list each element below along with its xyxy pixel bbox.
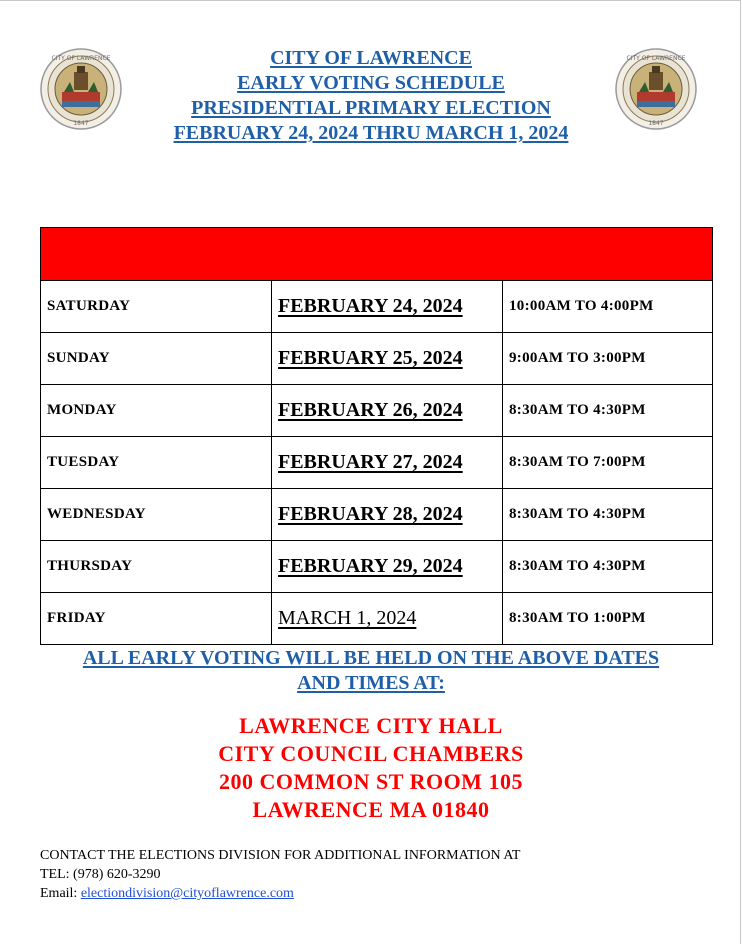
document-header (0, 46, 742, 146)
day-cell: SUNDAY (41, 333, 272, 385)
date-cell: MARCH 1, 2024 (272, 593, 503, 645)
time-cell: 8:30AM TO 4:30PM (503, 541, 713, 593)
table-header-band (41, 228, 713, 281)
contact-info (40, 846, 520, 903)
seal-top-text: CITY OF LAWRENCE (626, 55, 686, 62)
location-room-name: CITY COUNCIL CHAMBERS (218, 741, 524, 766)
header-election: PRESIDENTIAL PRIMARY ELECTION (191, 97, 551, 119)
day-cell: FRIDAY (41, 593, 272, 645)
time-cell: 9:00AM TO 3:00PM (503, 333, 713, 385)
day-cell: TUESDAY (41, 437, 272, 489)
contact-email-row (40, 884, 520, 903)
email-label: Email: (40, 886, 81, 901)
email-link[interactable]: electiondivision@cityoflawrence.com (80, 886, 294, 901)
header-dates: FEBRUARY 24, 2024 THRU MARCH 1, 2024 (173, 122, 569, 144)
table-row (41, 385, 713, 437)
contact-phone: TEL: (978) 620-3290 (40, 867, 161, 882)
location-street: 200 COMMON ST ROOM 105 (219, 769, 523, 794)
table-row (41, 489, 713, 541)
seal-top-text: CITY OF LAWRENCE (51, 55, 111, 62)
location-building: LAWRENCE CITY HALL (239, 713, 503, 738)
day-cell: SATURDAY (41, 281, 272, 333)
held-notice (0, 646, 742, 696)
schedule-table (40, 227, 713, 645)
header-schedule: EARLY VOTING SCHEDULE (237, 72, 505, 94)
header-city: CITY OF LAWRENCE (270, 47, 472, 69)
day-cell: WEDNESDAY (41, 489, 272, 541)
time-cell: 10:00AM TO 4:00PM (503, 281, 713, 333)
time-cell: 8:30AM TO 4:30PM (503, 489, 713, 541)
time-cell: 8:30AM TO 7:00PM (503, 437, 713, 489)
table-row (41, 333, 713, 385)
table-row (41, 437, 713, 489)
held-notice-line2: AND TIMES AT: (297, 672, 445, 694)
contact-intro: CONTACT THE ELECTIONS DIVISION FOR ADDITIONAL INFORMATION AT (40, 848, 521, 863)
held-notice-line1: ALL EARLY VOTING WILL BE HELD ON THE ABOVE DATES (82, 647, 660, 669)
date-cell: FEBRUARY 24, 2024 (272, 281, 503, 333)
table-row (41, 593, 713, 645)
date-cell: FEBRUARY 26, 2024 (272, 385, 503, 437)
date-cell: FEBRUARY 28, 2024 (272, 489, 503, 541)
seal-bottom-text: 1847 (648, 120, 664, 127)
location-city: LAWRENCE MA 01840 (252, 797, 490, 822)
day-cell: THURSDAY (41, 541, 272, 593)
date-cell: FEBRUARY 27, 2024 (272, 437, 503, 489)
table-row (41, 281, 713, 333)
time-cell: 8:30AM TO 1:00PM (503, 593, 713, 645)
table-row (41, 541, 713, 593)
time-cell: 8:30AM TO 4:30PM (503, 385, 713, 437)
voting-location (0, 712, 742, 824)
date-cell: FEBRUARY 25, 2024 (272, 333, 503, 385)
day-cell: MONDAY (41, 385, 272, 437)
date-cell: FEBRUARY 29, 2024 (272, 541, 503, 593)
seal-bottom-text: 1847 (73, 120, 89, 127)
